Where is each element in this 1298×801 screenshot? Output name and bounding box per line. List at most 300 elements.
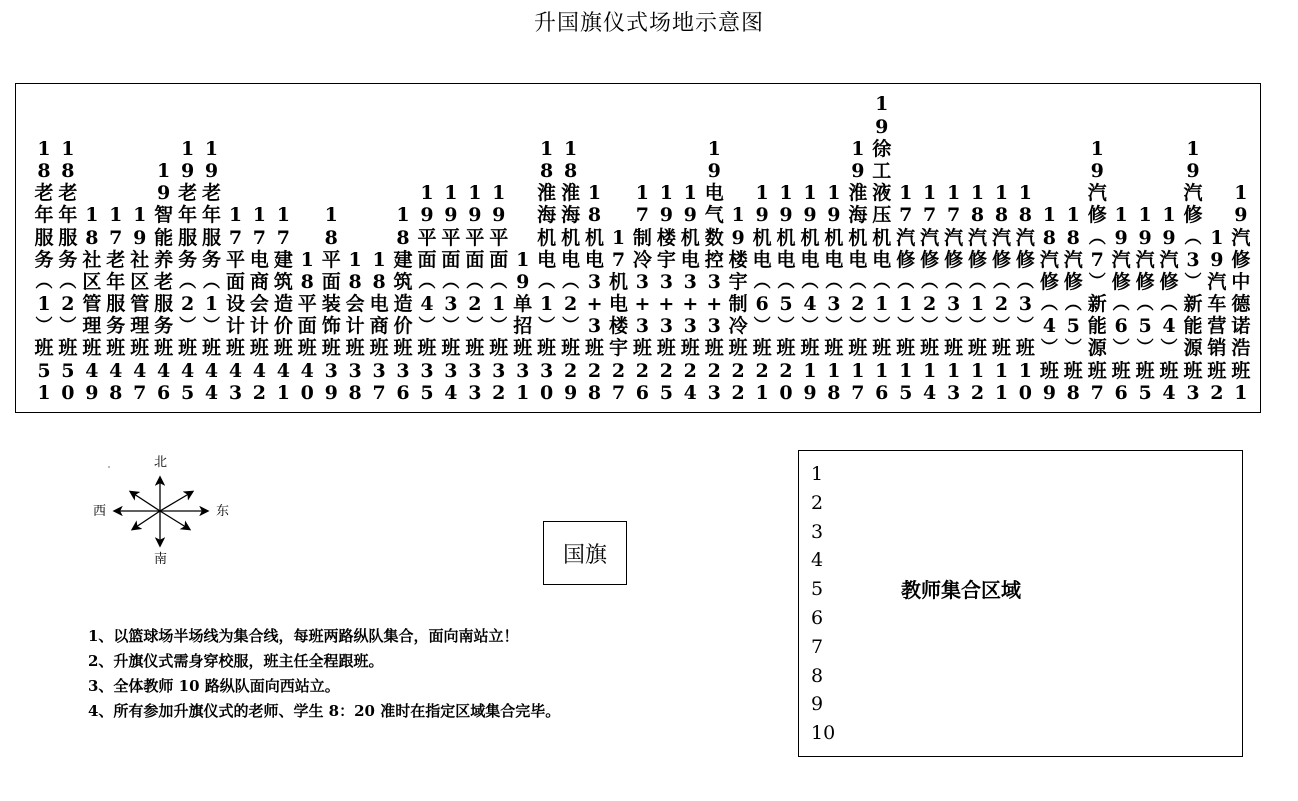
class-column-char: 2 bbox=[731, 359, 745, 382]
compass-west-label: 西 bbox=[93, 504, 107, 519]
class-column-char: 9 bbox=[875, 115, 889, 138]
class-column-char: ︵ bbox=[1088, 227, 1106, 248]
class-column-char: 4 bbox=[228, 359, 243, 382]
class-column-char: 修 bbox=[944, 248, 964, 271]
compass-rose bbox=[80, 448, 250, 573]
class-column-char: 社 bbox=[130, 248, 150, 271]
class-column-char: 班 bbox=[752, 337, 772, 360]
class-column-char: 9 bbox=[779, 204, 793, 227]
class-column bbox=[463, 182, 487, 404]
class-column-char: 1 bbox=[516, 248, 530, 271]
class-column-char: 平 bbox=[225, 248, 245, 271]
class-column-char: 建 bbox=[273, 248, 293, 271]
class-column-char: 9 bbox=[180, 159, 195, 182]
class-column-char: 8 bbox=[372, 270, 386, 293]
class-column-char: 智 bbox=[154, 204, 174, 227]
class-column-char: 3 bbox=[228, 381, 243, 404]
class-column-char: 5 bbox=[779, 293, 793, 316]
class-column-char: 班 bbox=[1183, 359, 1203, 382]
class-column-char: 宇 bbox=[608, 337, 628, 360]
class-column-char: 1 bbox=[779, 182, 793, 205]
class-column bbox=[343, 249, 367, 404]
class-column-char: 9 bbox=[1210, 248, 1224, 271]
class-column-char: 淮 bbox=[537, 182, 557, 205]
class-column-char: 8 bbox=[540, 159, 554, 182]
class-column-char: 3 bbox=[707, 381, 721, 404]
class-column bbox=[391, 204, 415, 404]
class-column-char: 班 bbox=[106, 337, 126, 360]
class-column-char: 3 bbox=[420, 359, 434, 382]
class-column-char: 1 bbox=[827, 359, 841, 382]
class-column-char: ︵ bbox=[849, 271, 867, 292]
teacher-area-label: 教师集合区域 bbox=[901, 578, 1021, 602]
class-column-char: ︵ bbox=[753, 271, 771, 292]
class-column-char: 3 bbox=[372, 359, 386, 382]
class-column-char: 8 bbox=[85, 226, 99, 249]
class-column-char: 9 bbox=[1186, 159, 1200, 182]
class-column-char: 面 bbox=[297, 315, 317, 338]
class-column bbox=[726, 204, 750, 404]
class-column-char: ︵ bbox=[921, 271, 939, 292]
class-column-char: 1 bbox=[252, 204, 267, 227]
class-column-char: 3 bbox=[946, 293, 961, 316]
class-column-char: 班 bbox=[345, 337, 365, 360]
class-column-char: 1 bbox=[755, 182, 769, 205]
class-column-char: ︵ bbox=[1064, 294, 1082, 315]
class-column-char: ︶ bbox=[1136, 338, 1154, 359]
class-column-char: ︵ bbox=[203, 271, 221, 292]
class-column-char: 1 bbox=[899, 293, 913, 316]
instruction-item: 4、所有参加升旗仪式的老师、学生 8：20 准时在指定区域集合完毕。 bbox=[88, 702, 561, 720]
class-column-char: 9 bbox=[1090, 159, 1104, 182]
class-column-char: 理 bbox=[82, 315, 102, 338]
class-column-char: ︵ bbox=[1040, 294, 1058, 315]
class-column-char: 班 bbox=[585, 337, 605, 360]
class-column-char: 班 bbox=[202, 337, 222, 360]
class-column-char: 电 bbox=[561, 248, 581, 271]
class-column-char: 班 bbox=[225, 337, 245, 360]
class-column-char: 汽 bbox=[920, 226, 940, 249]
class-column-char: 汽 bbox=[1039, 248, 1059, 271]
class-column-char: 2 bbox=[731, 381, 745, 404]
class-column-char: 7 bbox=[109, 226, 123, 249]
class-column-char: 2 bbox=[635, 359, 650, 382]
class-column-char: 4 bbox=[1162, 381, 1176, 404]
class-column-char: 面 bbox=[225, 270, 245, 293]
class-column-char: 制 bbox=[632, 226, 652, 249]
class-column-char: 1 bbox=[420, 182, 434, 205]
class-column-char: 班 bbox=[704, 337, 724, 360]
class-column bbox=[367, 249, 391, 404]
class-column-char: 0 bbox=[300, 381, 314, 404]
class-column-char: 源 bbox=[1087, 337, 1107, 360]
class-column bbox=[1133, 204, 1157, 404]
class-column-char: 4 bbox=[420, 293, 434, 316]
class-column-char: 建 bbox=[393, 248, 413, 271]
class-column-char: 5 bbox=[899, 381, 913, 404]
class-column-char: 4 bbox=[1042, 315, 1056, 338]
class-column-char: 理 bbox=[130, 315, 150, 338]
class-column-char: 宇 bbox=[728, 270, 748, 293]
class-column-char: 修 bbox=[1063, 270, 1083, 293]
class-column bbox=[870, 93, 894, 404]
class-column-char: ︶ bbox=[777, 316, 795, 337]
class-column-char: 修 bbox=[1111, 270, 1131, 293]
class-column-char: 控 bbox=[704, 248, 724, 271]
class-column-char: 班 bbox=[58, 337, 78, 360]
class-column-char: ︵ bbox=[992, 271, 1010, 292]
class-column-char: 班 bbox=[1063, 359, 1083, 382]
class-column-char: 9 bbox=[133, 226, 147, 249]
class-column bbox=[1037, 204, 1061, 404]
class-column-char: 3 bbox=[659, 315, 673, 338]
class-column-char: 7 bbox=[923, 204, 937, 227]
class-column-char: 电 bbox=[704, 182, 724, 205]
class-column bbox=[750, 182, 774, 404]
class-column-char: 9 bbox=[420, 204, 434, 227]
class-column-char: 班 bbox=[1135, 359, 1155, 382]
class-column-char: 7 bbox=[851, 381, 865, 404]
class-column-char: ︵ bbox=[945, 271, 963, 292]
class-column-char: 9 bbox=[563, 381, 578, 404]
class-column-char: 3 bbox=[396, 359, 410, 382]
class-column-char: 8 bbox=[324, 226, 338, 249]
class-column-char: 3 bbox=[707, 270, 721, 293]
class-column-char: 源 bbox=[1183, 337, 1203, 360]
class-column bbox=[942, 182, 966, 404]
class-column-char: 8 bbox=[300, 270, 314, 293]
class-column-char: 班 bbox=[417, 337, 437, 360]
class-column-char: 1 bbox=[611, 226, 626, 249]
class-column-char: 班 bbox=[154, 337, 174, 360]
class-column-char: 汽 bbox=[1087, 182, 1107, 205]
class-column-char: 汽 bbox=[1183, 182, 1203, 205]
class-column-char: 海 bbox=[537, 204, 557, 227]
class-column-char: 8 bbox=[396, 226, 410, 249]
teacher-row-number: 5 bbox=[811, 578, 824, 601]
class-column-char: ︶ bbox=[897, 316, 915, 337]
class-column-char: 1 bbox=[492, 293, 506, 316]
class-column-char: + bbox=[586, 293, 603, 316]
class-column-char: 会 bbox=[345, 293, 365, 316]
class-column bbox=[798, 182, 822, 404]
class-column-char: 电 bbox=[369, 293, 389, 316]
class-column-char: 务 bbox=[34, 248, 54, 271]
class-column-char: 班 bbox=[82, 337, 102, 360]
class-column-char: 班 bbox=[800, 337, 820, 360]
class-column-char: 9 bbox=[851, 159, 865, 182]
class-column-char: 8 bbox=[37, 159, 51, 182]
class-column-char: 班 bbox=[369, 337, 389, 360]
class-column-char: 德 bbox=[1231, 293, 1251, 316]
class-column bbox=[104, 204, 128, 404]
class-column-char: 装 bbox=[321, 293, 341, 316]
class-column-char: 宇 bbox=[656, 248, 676, 271]
class-column-char: + bbox=[682, 293, 699, 316]
class-column bbox=[176, 138, 200, 404]
class-column-char: 8 bbox=[61, 159, 75, 182]
class-column-char: 修 bbox=[920, 248, 940, 271]
teacher-row-number: 1 bbox=[811, 463, 824, 485]
class-column-char: 1 bbox=[1138, 204, 1152, 227]
class-column-char: 3 bbox=[1186, 381, 1200, 404]
class-column-char: ︶ bbox=[179, 316, 197, 337]
class-column-char: 4 bbox=[444, 381, 458, 404]
class-column-char: 汽 bbox=[1207, 270, 1227, 293]
class-formation-area bbox=[15, 83, 1261, 413]
class-column-char: 4 bbox=[923, 381, 937, 404]
class-column-char: ︵ bbox=[466, 271, 484, 292]
page-title: 升国旗仪式场地示意图 bbox=[533, 11, 764, 36]
class-column-char: 6 bbox=[635, 381, 650, 404]
class-column-char: 7 bbox=[946, 204, 961, 227]
class-column-char: 养 bbox=[154, 248, 174, 271]
class-column-char: 7 bbox=[228, 226, 243, 249]
class-column-char: 汽 bbox=[968, 226, 988, 249]
class-column-char: 4 bbox=[109, 359, 123, 382]
class-column bbox=[1229, 182, 1253, 404]
class-column-char: 2 bbox=[492, 381, 506, 404]
class-column-char: 汽 bbox=[1231, 226, 1251, 249]
instruction-item: 2、升旗仪式需身穿校服，班主任全程跟班。 bbox=[88, 652, 384, 670]
class-column-char: 1 bbox=[1234, 381, 1248, 404]
class-column-char: 1 bbox=[276, 204, 290, 227]
compass-south-label: 南 bbox=[154, 552, 168, 567]
class-column-char: 1 bbox=[1162, 204, 1176, 227]
class-column-char: 班 bbox=[680, 337, 700, 360]
class-column-char: 9 bbox=[731, 226, 745, 249]
class-column-char: 班 bbox=[489, 337, 509, 360]
class-column-char: 3 bbox=[348, 359, 362, 382]
class-column-char: 1 bbox=[875, 359, 889, 382]
class-column-char: 班 bbox=[1207, 359, 1227, 382]
class-column-char: 6 bbox=[157, 381, 171, 404]
class-column-char: 3 bbox=[587, 270, 602, 293]
flag-label: 国旗 bbox=[562, 542, 607, 568]
class-column-char: 压 bbox=[872, 204, 892, 227]
class-column-char: 液 bbox=[872, 182, 892, 205]
class-column-char: 9 bbox=[468, 204, 482, 227]
class-column-char: ︶ bbox=[418, 316, 436, 337]
class-column-char: 9 bbox=[324, 381, 338, 404]
class-column-char: 机 bbox=[800, 226, 820, 249]
class-column-char: 面 bbox=[465, 248, 485, 271]
class-column-char: 区 bbox=[82, 270, 102, 293]
class-column-char: 务 bbox=[178, 248, 198, 271]
class-column-char: 6 bbox=[1114, 315, 1128, 338]
class-column-char: 3 bbox=[468, 359, 482, 382]
class-column-char: 1 bbox=[109, 204, 123, 227]
class-column bbox=[56, 138, 80, 404]
class-column-char: ︵ bbox=[1160, 294, 1178, 315]
class-column-char: 班 bbox=[273, 337, 293, 360]
class-column-char: 班 bbox=[393, 337, 413, 360]
class-column-char: 8 bbox=[109, 381, 123, 404]
teacher-row-number: 6 bbox=[811, 606, 824, 629]
class-column-char: ︶ bbox=[1088, 271, 1106, 292]
class-column-char: 平 bbox=[417, 226, 437, 249]
class-column-char: ︶ bbox=[921, 316, 939, 337]
class-column-char: 8 bbox=[587, 381, 602, 404]
class-column-char: 9 bbox=[707, 159, 721, 182]
class-column-char: 2 bbox=[563, 359, 578, 382]
class-column-char: ︶ bbox=[801, 316, 819, 337]
class-column-char: 1 bbox=[444, 182, 458, 205]
class-column-char: 4 bbox=[133, 359, 147, 382]
class-column-char: ︶ bbox=[1184, 271, 1202, 292]
class-column-char: 班 bbox=[991, 337, 1011, 360]
class-column-char: 中 bbox=[1231, 270, 1251, 293]
class-column bbox=[894, 182, 918, 404]
class-column-char: 4 bbox=[252, 359, 267, 382]
class-column-char: ︵ bbox=[490, 271, 508, 292]
class-column-char: 修 bbox=[968, 248, 988, 271]
class-column-char: ︶ bbox=[1064, 338, 1082, 359]
class-column-char: 电 bbox=[848, 248, 868, 271]
class-column-char: 1 bbox=[516, 381, 530, 404]
compass-north-label: 北 bbox=[154, 455, 168, 470]
class-column-char: 3 bbox=[324, 359, 338, 382]
class-column-char: 4 bbox=[204, 381, 219, 404]
class-column-char: 9 bbox=[659, 204, 673, 227]
class-column-char: 修 bbox=[1015, 248, 1035, 271]
class-column-char: ︵ bbox=[442, 271, 460, 292]
class-column-char: 老 bbox=[34, 182, 54, 205]
class-column-char: 汽 bbox=[896, 226, 916, 249]
class-column-char: 0 bbox=[779, 381, 793, 404]
class-column-char: 6 bbox=[396, 381, 410, 404]
class-column-char: 1 bbox=[755, 381, 769, 404]
class-column-char: ︶ bbox=[753, 316, 771, 337]
class-column-char: 9 bbox=[516, 270, 530, 293]
class-column-char: 3 bbox=[1018, 293, 1033, 316]
class-column-char: 4 bbox=[1162, 315, 1176, 338]
class-column-char: 1 bbox=[923, 359, 937, 382]
class-column-char: 2 bbox=[755, 359, 769, 382]
class-column-char: ︵ bbox=[801, 271, 819, 292]
class-column-char: 电 bbox=[537, 248, 557, 271]
class-column-char: 2 bbox=[563, 293, 578, 316]
class-column-char: ︶ bbox=[825, 316, 843, 337]
class-column-char: 2 bbox=[994, 293, 1009, 316]
class-column-char: 1 bbox=[1066, 204, 1080, 227]
class-column-char: ︶ bbox=[873, 316, 891, 337]
class-column-char: 4 bbox=[300, 359, 314, 382]
class-column-char: 3 bbox=[683, 270, 697, 293]
class-column-char: 1 bbox=[803, 359, 817, 382]
class-column-char: ︶ bbox=[1040, 338, 1058, 359]
class-column-char: 工 bbox=[872, 159, 892, 182]
class-column bbox=[678, 182, 702, 404]
class-column-char: 3 bbox=[468, 381, 482, 404]
class-column-char: 修 bbox=[1231, 248, 1251, 271]
teacher-assembly-area bbox=[798, 450, 1243, 757]
class-column-char: 筑 bbox=[273, 270, 293, 293]
class-column-char: 1 bbox=[875, 293, 889, 316]
class-column-char: ︶ bbox=[203, 316, 221, 337]
class-column-char: 1 bbox=[659, 182, 673, 205]
class-column-char: 平 bbox=[321, 248, 341, 271]
class-column-char: 8 bbox=[1066, 226, 1080, 249]
class-column-char: 1 bbox=[731, 204, 745, 227]
class-column-char: 修 bbox=[1183, 204, 1203, 227]
class-column-char: 班 bbox=[920, 337, 940, 360]
class-column-char: 楼 bbox=[656, 226, 676, 249]
class-column-char: 1 bbox=[37, 381, 51, 404]
class-column bbox=[487, 182, 511, 404]
class-column-char: 年 bbox=[202, 204, 222, 227]
class-column-char: 班 bbox=[441, 337, 461, 360]
class-column-char: 服 bbox=[58, 226, 78, 249]
class-column-char: 1 bbox=[180, 137, 195, 160]
class-column-char: ︶ bbox=[490, 316, 508, 337]
compass-east-label: 东 bbox=[216, 504, 230, 519]
class-column-char: 服 bbox=[202, 226, 222, 249]
class-column-char: 1 bbox=[1234, 182, 1248, 205]
class-column bbox=[80, 204, 104, 404]
class-column-char: 海 bbox=[848, 204, 868, 227]
class-column-char: 修 bbox=[1135, 270, 1155, 293]
class-column-char: 2 bbox=[779, 359, 793, 382]
class-column-char: 4 bbox=[204, 359, 219, 382]
class-column-char: 9 bbox=[1114, 226, 1128, 249]
class-column-char: 0 bbox=[540, 381, 554, 404]
class-column-char: 3 bbox=[587, 315, 602, 338]
class-column-char: 制 bbox=[728, 293, 748, 316]
class-column-char: 3 bbox=[1186, 248, 1200, 271]
class-column-char: 班 bbox=[848, 337, 868, 360]
class-column-char: 6 bbox=[755, 293, 769, 316]
class-column-char: 1 bbox=[540, 293, 554, 316]
class-column-char: 机 bbox=[872, 226, 892, 249]
class-column-char: 班 bbox=[728, 337, 748, 360]
class-column-char: ︵ bbox=[1112, 294, 1130, 315]
class-columns bbox=[32, 93, 1253, 404]
class-column-char: 9 bbox=[803, 204, 817, 227]
class-column bbox=[1205, 227, 1229, 405]
class-column-char: 9 bbox=[204, 159, 219, 182]
class-column-char: 4 bbox=[276, 359, 290, 382]
class-column-char: 1 bbox=[133, 204, 147, 227]
class-column-char: 1 bbox=[851, 137, 865, 160]
class-column bbox=[1013, 182, 1037, 404]
class-column bbox=[583, 182, 607, 404]
class-column-char: 班 bbox=[1159, 359, 1179, 382]
class-column-char: 年 bbox=[34, 204, 54, 227]
class-column-char: ︵ bbox=[35, 271, 53, 292]
class-column bbox=[295, 249, 319, 404]
class-column-char: ︶ bbox=[1016, 316, 1034, 337]
class-column-char: 平 bbox=[489, 226, 509, 249]
class-column-char: 4 bbox=[85, 359, 99, 382]
class-column-char: 冷 bbox=[728, 315, 748, 338]
class-column-char: ︶ bbox=[466, 316, 484, 337]
class-column-char: 筑 bbox=[393, 270, 413, 293]
class-column bbox=[559, 138, 583, 404]
class-column-char: ︶ bbox=[442, 316, 460, 337]
class-column-char: 招 bbox=[513, 315, 533, 338]
class-column-char: 9 bbox=[1138, 226, 1152, 249]
class-column-char: 1 bbox=[994, 381, 1009, 404]
class-column-char: 气 bbox=[704, 204, 724, 227]
class-column-char: 8 bbox=[563, 159, 578, 182]
class-column-char: 1 bbox=[970, 359, 985, 382]
class-column-char: 老 bbox=[202, 182, 222, 205]
class-column-char: 5 bbox=[1066, 315, 1080, 338]
class-column bbox=[607, 227, 631, 405]
class-column-char: 淮 bbox=[848, 182, 868, 205]
class-column-char: 年 bbox=[106, 270, 126, 293]
